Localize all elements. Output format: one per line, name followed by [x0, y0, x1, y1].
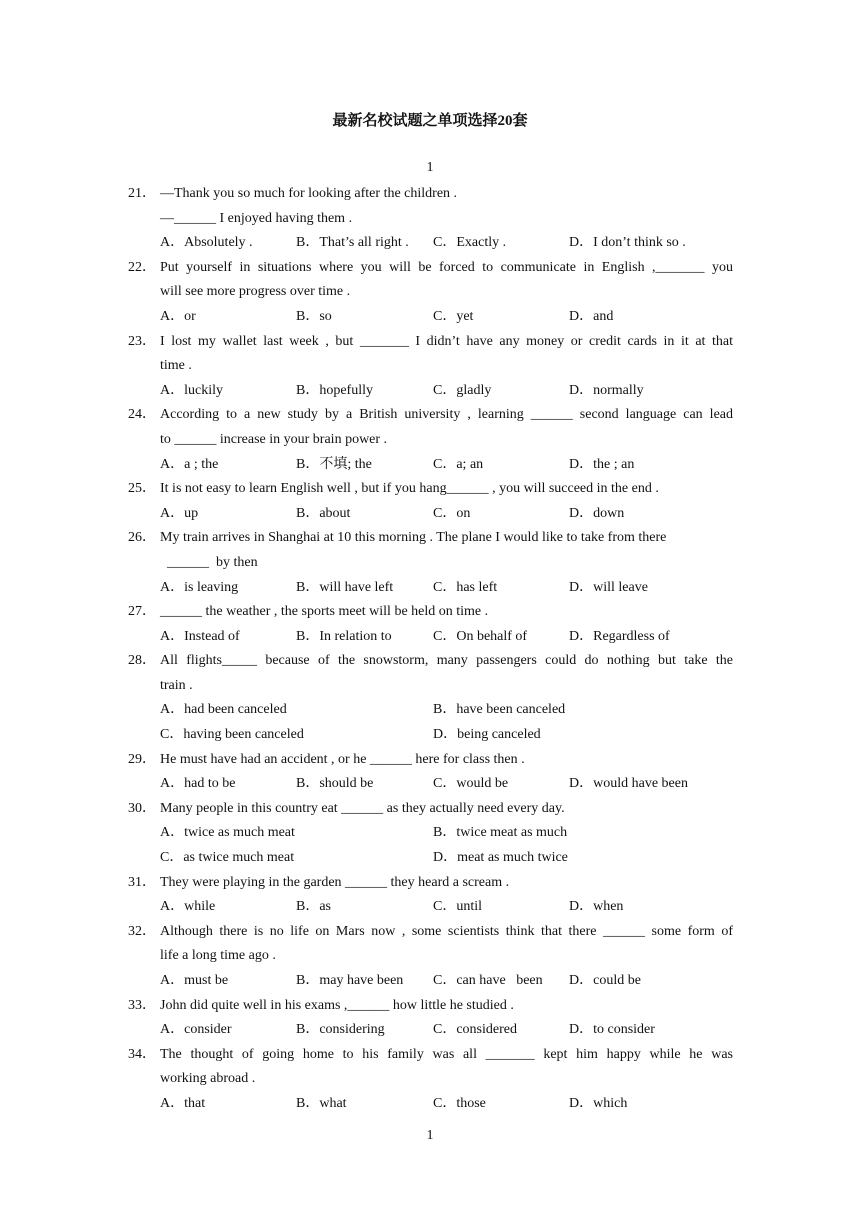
option-b: B．have been canceled	[433, 702, 566, 718]
option-d: D．and	[569, 308, 614, 324]
question-text: It is not easy to learn English well , but if you hang______ , you will succeed in the end .	[160, 481, 659, 497]
question-32	[128, 920, 733, 945]
option-a: A．or	[160, 308, 196, 324]
option-b: B．considering	[296, 1022, 385, 1038]
option-c: C．on	[433, 505, 471, 521]
options-31	[128, 895, 733, 920]
options-27	[128, 625, 733, 650]
options-24	[128, 453, 733, 478]
question-number: 29．	[128, 751, 156, 767]
question-28	[128, 649, 733, 674]
option-c: C．yet	[433, 308, 474, 324]
option-d: D．to consider	[569, 1022, 655, 1038]
option-c: C．Exactly .	[433, 235, 507, 251]
option-d: D．the ; an	[569, 456, 635, 472]
option-a: A．had been canceled	[160, 702, 287, 718]
option-a: A．a ; the	[160, 456, 219, 472]
question-30	[128, 797, 733, 822]
question-number: 21．	[128, 186, 156, 201]
question-text-continued: time .	[160, 358, 192, 374]
question-text-continued: train .	[160, 677, 193, 693]
option-a: A．Absolutely .	[160, 235, 253, 251]
options-28-row1	[128, 698, 733, 723]
question-22	[128, 256, 733, 281]
option-d: D．I don’t think so .	[569, 235, 686, 251]
option-c: C．gladly	[433, 382, 492, 398]
option-c: C．as twice much meat	[160, 850, 295, 866]
question-text-continued: will see more progress over time .	[160, 284, 351, 300]
question-text-continued: working abroad .	[160, 1071, 256, 1087]
question-number: 28．	[128, 653, 156, 669]
option-b: B．That’s all right .	[296, 235, 409, 251]
option-b: B．about	[296, 505, 351, 521]
option-d: D．would have been	[569, 776, 688, 792]
option-b: B．不填; the	[296, 456, 372, 472]
question-text-continued: to ______ increase in your brain power .	[160, 431, 388, 447]
question-text-continued: ______ by then	[160, 554, 258, 570]
option-b: B．hopefully	[296, 382, 373, 398]
question-text: Although there is no life on Mars now , some scientists think that there ______ some form of	[160, 923, 733, 939]
question-number: 22．	[128, 259, 156, 275]
option-b: B．In relation to	[296, 628, 392, 644]
question-26	[128, 526, 733, 551]
question-text: They were playing in the garden ______ they heard a scream .	[160, 874, 510, 890]
option-b: B．twice meat as much	[433, 825, 568, 841]
options-30-row2	[128, 846, 733, 871]
options-23	[128, 379, 733, 404]
option-b: B．as	[296, 899, 331, 915]
question-number: 32．	[128, 923, 156, 939]
option-c: C．until	[433, 899, 483, 915]
question-text: Many people in this country eat ______ as they actually need every day.	[160, 800, 565, 816]
option-c: C．has left	[433, 579, 498, 595]
option-c: C．can have been	[433, 973, 543, 988]
option-d: D．being canceled	[433, 727, 541, 743]
question-text: The thought of going home to his family was all _______ kept him happy while he was	[160, 1046, 733, 1062]
option-d: D．could be	[569, 973, 641, 988]
option-b: B．should be	[296, 776, 374, 792]
options-30-row1	[128, 821, 733, 846]
question-31	[128, 871, 733, 896]
option-d: D．will leave	[569, 579, 648, 595]
options-29	[128, 772, 733, 797]
question-text: ______ the weather , the sports meet will be held on time .	[160, 604, 489, 620]
question-number: 24．	[128, 407, 156, 423]
question-text: According to a new study by a British university , learning ______ second language can lead	[160, 407, 733, 423]
option-a: A．must be	[160, 973, 229, 988]
question-text-continued: life a long time ago .	[160, 948, 276, 964]
option-a: A．Instead of	[160, 628, 240, 644]
question-text: John did quite well in his exams ,______ how little he studied .	[160, 997, 514, 1013]
question-text: Put yourself in situations where you will be forced to communicate in English ,_______ you	[160, 259, 733, 275]
question-25	[128, 477, 733, 502]
question-text: —Thank you so much for looking after the children .	[160, 186, 458, 201]
option-b: B．will have left	[296, 579, 394, 595]
question-text: All flights_____ because of the snowstorm, many passengers could do nothing but take the	[160, 653, 733, 669]
question-text: My train arrives in Shanghai at 10 this morning . The plane I would like to take from there	[160, 530, 667, 546]
option-d: D．when	[569, 899, 624, 915]
options-21	[128, 231, 733, 256]
question-34	[128, 1043, 733, 1068]
question-number: 25．	[128, 481, 156, 497]
option-d: D．normally	[569, 382, 644, 398]
options-22	[128, 305, 733, 330]
option-c: C．considered	[433, 1022, 517, 1038]
option-b: B．what	[296, 1095, 347, 1111]
question-29	[128, 748, 733, 773]
option-a: A．had to be	[160, 776, 236, 792]
question-number: 34．	[128, 1046, 156, 1062]
question-number: 27．	[128, 604, 156, 620]
option-d: D．down	[569, 505, 625, 521]
option-a: A．that	[160, 1095, 206, 1111]
option-c: C．a; an	[433, 456, 484, 472]
option-d: D．Regardless of	[569, 628, 670, 644]
question-list	[128, 182, 733, 1117]
options-32	[128, 969, 733, 994]
question-number: 26．	[128, 530, 156, 546]
option-a: A．up	[160, 505, 199, 521]
question-33	[128, 994, 733, 1019]
option-b: B．so	[296, 308, 332, 324]
question-23	[128, 330, 733, 355]
page-number: 1	[426, 1128, 434, 1143]
question-24	[128, 403, 733, 428]
option-c: C．On behalf of	[433, 628, 528, 644]
option-a: A．twice as much meat	[160, 825, 295, 841]
option-d: D．meat as much twice	[433, 850, 568, 866]
option-d: D．which	[569, 1095, 628, 1111]
question-text-continued: —______ I enjoyed having them .	[160, 210, 353, 226]
page-title: 最新名校试题之单项选择20套	[332, 113, 528, 129]
options-28-row2	[128, 723, 733, 748]
question-number: 31．	[128, 874, 156, 890]
option-c: C．those	[433, 1095, 486, 1111]
option-a: A．consider	[160, 1022, 232, 1038]
options-26	[128, 576, 733, 601]
option-b: B．may have been	[296, 973, 404, 988]
question-21	[128, 182, 733, 207]
question-text: He must have had an accident , or he ______ here for class then .	[160, 751, 525, 767]
question-27	[128, 600, 733, 625]
option-a: A．luckily	[160, 382, 223, 398]
option-a: A．is leaving	[160, 579, 239, 595]
question-text: I lost my wallet last week , but _______ I didn’t have any money or credit cards in it at that	[160, 333, 733, 349]
option-a: A．while	[160, 899, 216, 915]
option-c: C．having been canceled	[160, 727, 304, 743]
question-number: 23．	[128, 333, 156, 349]
option-c: C．would be	[433, 776, 509, 792]
options-34	[128, 1092, 733, 1117]
question-number: 30．	[128, 800, 156, 816]
question-number: 33．	[128, 997, 156, 1013]
options-33	[128, 1018, 733, 1043]
set-number: 1	[426, 160, 434, 175]
options-25	[128, 502, 733, 527]
